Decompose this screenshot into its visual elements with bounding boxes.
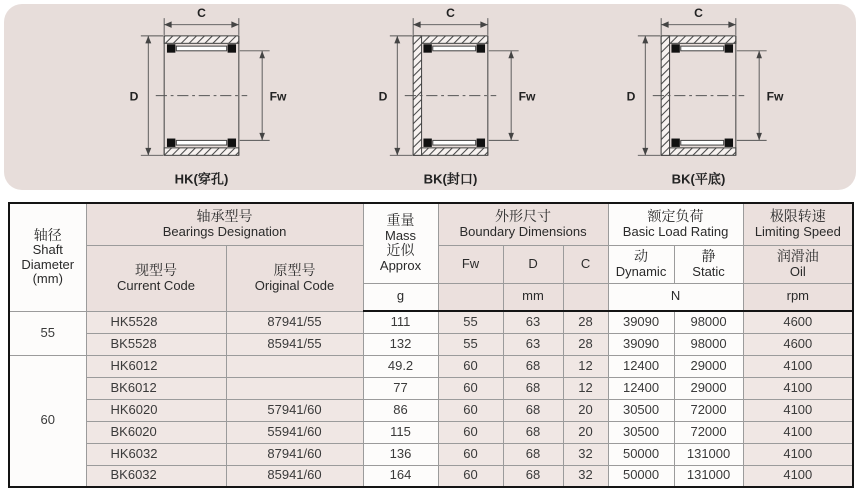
cell-original-code: 57941/60 <box>226 399 363 421</box>
bearing-outline <box>653 36 744 155</box>
cell-oil: 4100 <box>743 377 853 399</box>
dim-label-c: C <box>694 6 703 21</box>
header-limiting-speed: 极限转速 Limiting Speed <box>743 203 853 245</box>
cell-dynamic: 39090 <box>608 311 674 333</box>
cell-c: 32 <box>563 465 608 487</box>
cell-c: 12 <box>563 355 608 377</box>
header-bearings-designation: 轴承型号 Bearings Designation <box>86 203 363 245</box>
cell-dynamic: 30500 <box>608 399 674 421</box>
cell-oil: 4600 <box>743 311 853 333</box>
diagram-caption: HK(穿孔) <box>174 171 229 187</box>
dim-label-c: C <box>445 6 455 21</box>
bearing-outline <box>404 36 495 155</box>
header-d: D <box>503 245 563 283</box>
cell-static: 131000 <box>674 465 743 487</box>
bearing-diagram-bk-flat <box>613 6 798 188</box>
cell-shaft-60: 60 <box>9 355 86 487</box>
dim-label-c: C <box>197 6 206 21</box>
cell-oil: 4100 <box>743 421 853 443</box>
cell-c: 20 <box>563 399 608 421</box>
table-row <box>9 311 853 333</box>
table-row <box>9 333 853 355</box>
cell-original-code: 87941/55 <box>226 311 363 333</box>
header-current-code: 现型号 Current Code <box>86 245 226 311</box>
header-fw: Fw <box>438 245 503 283</box>
cell-fw: 60 <box>438 443 503 465</box>
cell-c: 28 <box>563 333 608 355</box>
cell-original-code <box>226 355 363 377</box>
cell-current-code: BK6032 <box>86 465 226 487</box>
cell-fw: 55 <box>438 311 503 333</box>
diagram-caption: BK(封口) <box>423 171 477 187</box>
header-static: 静 Static <box>674 245 743 283</box>
cell-oil: 4100 <box>743 399 853 421</box>
cell-oil: 4600 <box>743 333 853 355</box>
cell-c: 28 <box>563 311 608 333</box>
dim-label-fw: Fw <box>766 89 784 104</box>
table-row <box>9 399 853 421</box>
cell-d: 63 <box>503 333 563 355</box>
cell-original-code <box>226 377 363 399</box>
cell-original-code: 85941/60 <box>226 465 363 487</box>
cell-current-code: HK6032 <box>86 443 226 465</box>
cell-dynamic: 39090 <box>608 333 674 355</box>
cell-shaft-55: 55 <box>9 311 86 355</box>
header-basic-load-rating: 额定负荷 Basic Load Rating <box>608 203 743 245</box>
bearing-outline <box>156 36 247 155</box>
diagram-panel <box>4 4 856 190</box>
bearing-diagram-bk-closed <box>365 6 550 188</box>
cell-current-code: BK6020 <box>86 421 226 443</box>
dim-label-d: D <box>378 89 387 104</box>
cell-current-code: BK5528 <box>86 333 226 355</box>
header-dynamic: 动 Dynamic <box>608 245 674 283</box>
cell-mass: 115 <box>363 421 438 443</box>
header-c: C <box>563 245 608 283</box>
cell-fw: 60 <box>438 355 503 377</box>
cell-fw: 60 <box>438 465 503 487</box>
cell-original-code: 87941/60 <box>226 443 363 465</box>
header-oil: 润滑油 Oil <box>743 245 853 283</box>
diagram-caption: BK(平底) <box>671 171 726 187</box>
cell-static: 72000 <box>674 399 743 421</box>
cell-mass: 49.2 <box>363 355 438 377</box>
header-shaft-diameter: 轴径 Shaft Diameter (mm) <box>9 203 86 311</box>
cell-fw: 60 <box>438 421 503 443</box>
cell-fw: 55 <box>438 333 503 355</box>
cell-dynamic: 50000 <box>608 465 674 487</box>
table-row <box>9 377 853 399</box>
dim-label-d: D <box>129 89 139 104</box>
cell-static: 131000 <box>674 443 743 465</box>
cell-current-code: HK6012 <box>86 355 226 377</box>
unit-mm: mm <box>503 283 563 311</box>
bearing-drawing-hk <box>116 6 301 188</box>
cell-mass: 111 <box>363 311 438 333</box>
bearing-drawing-bk-closed <box>365 6 550 188</box>
cell-mass: 86 <box>363 399 438 421</box>
cell-oil: 4100 <box>743 443 853 465</box>
cell-fw: 60 <box>438 377 503 399</box>
bearing-drawing-bk-flat <box>613 6 798 188</box>
table-row <box>9 465 853 487</box>
dim-label-fw: Fw <box>518 89 535 104</box>
cell-current-code: HK6020 <box>86 399 226 421</box>
table-row <box>9 421 853 443</box>
dim-label-d: D <box>626 89 636 104</box>
cell-static: 72000 <box>674 421 743 443</box>
cell-static: 29000 <box>674 377 743 399</box>
dimension-c <box>164 6 239 35</box>
cell-mass: 164 <box>363 465 438 487</box>
cell-mass: 132 <box>363 333 438 355</box>
dim-label-fw: Fw <box>269 89 287 104</box>
unit-grams: g <box>363 283 438 311</box>
cell-static: 98000 <box>674 333 743 355</box>
bearing-diagram-hk <box>116 6 301 188</box>
cell-original-code: 85941/55 <box>226 333 363 355</box>
cell-d: 63 <box>503 311 563 333</box>
cell-original-code: 55941/60 <box>226 421 363 443</box>
header-original-code: 原型号 Original Code <box>226 245 363 311</box>
cell-oil: 4100 <box>743 465 853 487</box>
cell-mass: 77 <box>363 377 438 399</box>
cell-c: 20 <box>563 421 608 443</box>
dimension-c <box>413 6 488 35</box>
unit-c-empty <box>563 283 608 311</box>
cell-d: 68 <box>503 465 563 487</box>
cell-c: 32 <box>563 443 608 465</box>
cell-oil: 4100 <box>743 355 853 377</box>
unit-fw-empty <box>438 283 503 311</box>
cell-fw: 60 <box>438 399 503 421</box>
bearing-spec-table <box>8 202 854 488</box>
cell-current-code: BK6012 <box>86 377 226 399</box>
unit-rpm: rpm <box>743 283 853 311</box>
cell-current-code: HK5528 <box>86 311 226 333</box>
cell-mass: 136 <box>363 443 438 465</box>
cell-static: 98000 <box>674 311 743 333</box>
unit-newton: N <box>608 283 743 311</box>
cell-dynamic: 50000 <box>608 443 674 465</box>
table-row <box>9 443 853 465</box>
table-row <box>9 355 853 377</box>
cell-d: 68 <box>503 443 563 465</box>
cell-dynamic: 30500 <box>608 421 674 443</box>
cell-d: 68 <box>503 399 563 421</box>
cell-dynamic: 12400 <box>608 355 674 377</box>
header-boundary-dimensions: 外形尺寸 Boundary Dimensions <box>438 203 608 245</box>
cell-dynamic: 12400 <box>608 377 674 399</box>
cell-d: 68 <box>503 421 563 443</box>
cell-d: 68 <box>503 377 563 399</box>
cell-static: 29000 <box>674 355 743 377</box>
header-mass-approx: 重量 Mass 近似 Approx <box>363 203 438 283</box>
cell-c: 12 <box>563 377 608 399</box>
dimension-c <box>661 6 736 35</box>
cell-d: 68 <box>503 355 563 377</box>
